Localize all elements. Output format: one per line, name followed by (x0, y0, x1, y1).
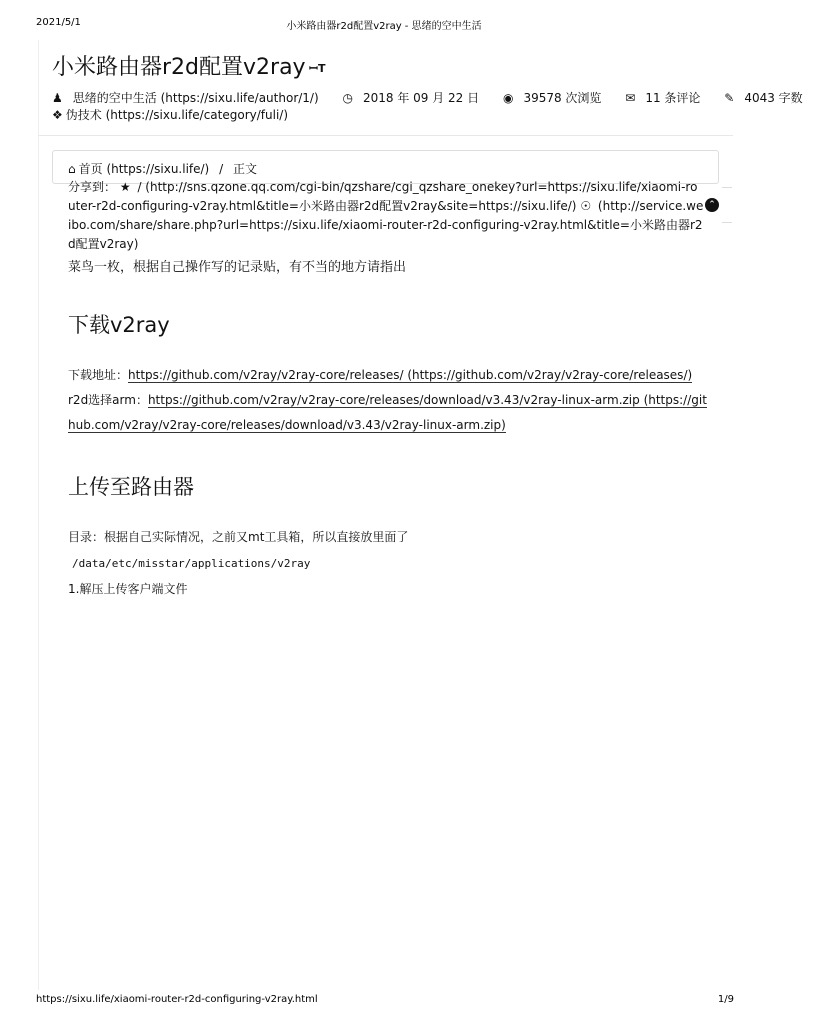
breadcrumb-current: 正文 (232, 162, 257, 176)
divider (38, 135, 733, 136)
eye-icon: ◉ (502, 91, 514, 105)
arm-download-link[interactable]: https://github.com/v2ray/v2ray-core/releases/download/v3.43/v2ray-linux-arm.zip (https://github.com/v2ray/v2ray-core/releases/download/v3.43/v2ray-linux-arm.zip) (68, 393, 707, 432)
breadcrumb-separator: / (219, 162, 224, 176)
tags-icon: ❖ (52, 108, 63, 122)
comments-icon: ✉ (625, 91, 636, 105)
share-bar (68, 178, 704, 254)
word-count: ✎ 4043 字数 (724, 91, 803, 105)
post-category[interactable]: ❖ 伪技术 (https://sixu.life/category/fuli/) (52, 108, 289, 122)
download-link[interactable]: https://github.com/v2ray/v2ray-core/releases/ (https://github.com/v2ray/v2ray-core/releases/) (128, 368, 693, 382)
home-icon: ⌂ (68, 162, 76, 176)
download-label: 下载地址： (68, 368, 129, 382)
post-date: ◷ 2018 年 09 月 22 日 (342, 91, 480, 105)
breadcrumb-home[interactable]: 首页 (https://sixu.life/) (78, 162, 210, 176)
scroll-top-divider-bottom (722, 222, 732, 223)
step-1-text: 1.解压上传客户端文件 (68, 582, 188, 596)
share-label: 分享到： (68, 180, 117, 194)
share-qzone-link[interactable]: / (http://sns.qzone.qq.com/cgi-bin/qzshare/cgi_qzshare_onekey?url=https://sixu.life/xiaomi-router-r2d-configuring-v2ray.html&title=小米路由器r2d配置v2ray&site=https://sixu.life/) (68, 180, 698, 213)
print-title: 小米路由器r2d配置v2ray - 思绪的空中生活 (286, 21, 482, 32)
scroll-to-top-icon[interactable]: ⌃ (705, 198, 719, 212)
section-heading-upload: 上传至路由器 (68, 475, 194, 499)
print-url: https://sixu.life/xiaomi-router-r2d-configuring-v2ray.html (36, 994, 318, 1005)
qzone-star-icon[interactable]: ★ (119, 180, 131, 194)
page-number: 1/9 (717, 994, 734, 1005)
intro-text: 菜鸟一枚，根据自己操作写的记录贴，有不当的地方请指出 (68, 260, 407, 275)
post-meta (52, 89, 823, 106)
print-date: 2021/5/1 (36, 17, 81, 28)
weibo-icon[interactable]: ☉ (580, 199, 592, 213)
directory-text: 目录：根据自己实际情况，之前又mt工具箱，所以直接放里面了 (68, 530, 409, 544)
clock-icon: ◷ (342, 91, 353, 105)
arm-label: r2d选择arm： (68, 393, 148, 407)
view-count: ◉ 39578 次浏览 (502, 91, 602, 105)
scroll-top-divider-top (722, 187, 732, 188)
pencil-icon: ✎ (724, 91, 735, 105)
font-size-icon[interactable]: ꟷT (309, 62, 326, 75)
author-link[interactable]: ♟ 思绪的空中生活 (https://sixu.life/author/1/) (52, 91, 319, 105)
code-path: /data/etc/misstar/applications/v2ray (72, 557, 311, 570)
section-heading-download: 下载v2ray (68, 313, 170, 337)
comment-count[interactable]: ✉ 11 条评论 (625, 91, 701, 105)
page-title: 小米路由器r2d配置v2ray (52, 55, 306, 80)
download-paragraph (68, 363, 708, 438)
breadcrumb (68, 160, 257, 177)
user-icon: ♟ (52, 91, 63, 105)
content-border (38, 40, 39, 990)
share-weibo-link[interactable]: (http://service.weibo.com/share/share.php?url=https://sixu.life/xiaomi-router-r2d-configuring-v2ray.html&title=小米路由器r2d配置v2ray) (68, 199, 704, 251)
